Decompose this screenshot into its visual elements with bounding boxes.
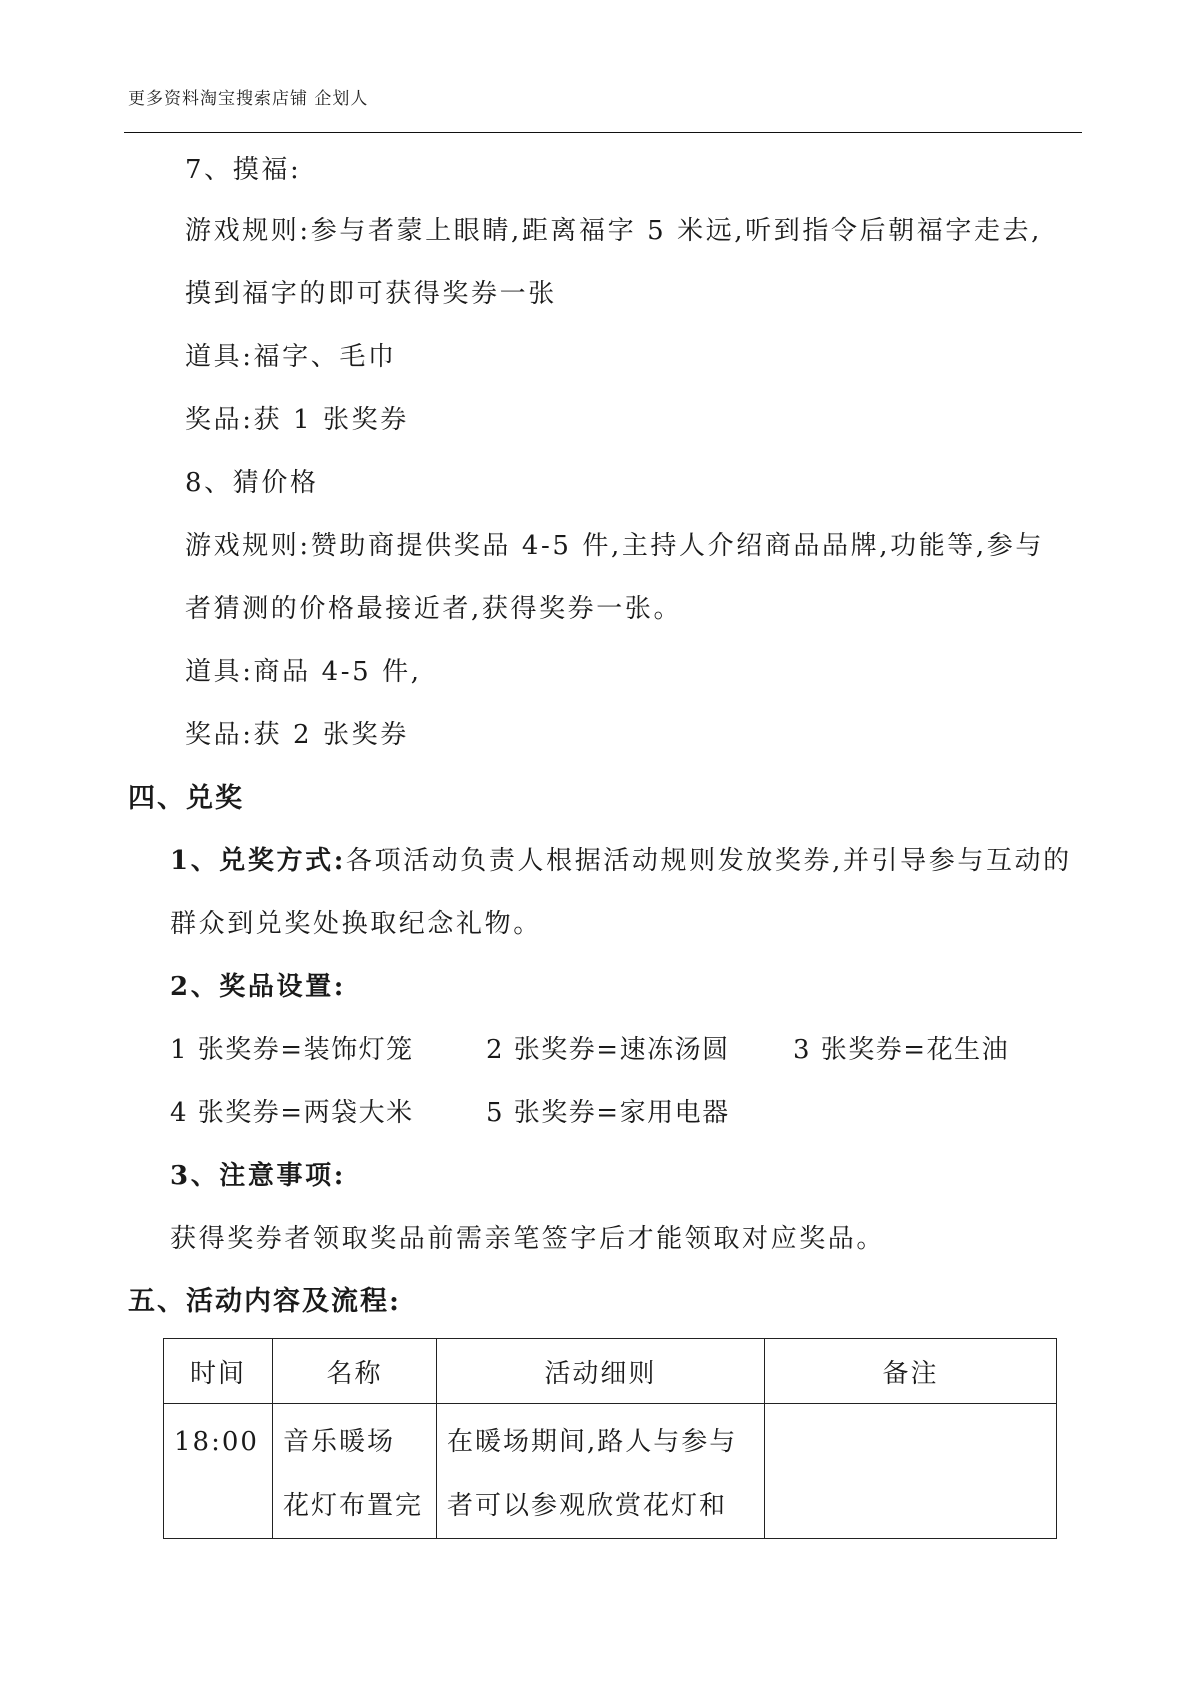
notes-text: 获得奖券者领取奖品前需亲笔签字后才能领取对应奖品。 [170, 1224, 886, 1254]
game7-title: 7、摸福: [185, 155, 302, 185]
game7-prize: 奖品:获 1 张奖券 [185, 405, 409, 435]
prize-settings-label: 2、奖品设置: [170, 972, 346, 1002]
cell-name [272, 1404, 436, 1539]
prize-item-5: 5 张奖券=家用电器 [486, 1098, 730, 1128]
prize-item-2: 2 张奖券=速冻汤圆 [486, 1035, 730, 1065]
section5-heading: 五、活动内容及流程: [128, 1286, 401, 1317]
game7-rule-line2: 摸到福字的即可获得奖券一张 [185, 279, 557, 309]
notes-label: 3、注意事项: [170, 1161, 346, 1191]
time-value: 18:00 [174, 1427, 259, 1457]
game8-rule-line1: 游戏规则:赞助商提供奖品 4-5 件,主持人介绍商品品牌,功能等,参与 [185, 531, 1044, 561]
header-name: 名称 [272, 1339, 436, 1404]
detail-line1: 在暖场期间,路人与参与 [446, 1427, 738, 1457]
cell-detail [436, 1404, 764, 1539]
prize-item-1: 1 张奖券=装饰灯笼 [170, 1035, 414, 1065]
game8-rule-line2: 者猜测的价格最接近者,获得奖券一张。 [185, 594, 683, 624]
redeem-method-line2: 群众到兑奖处换取纪念礼物。 [170, 909, 542, 939]
header-time: 时间 [164, 1339, 273, 1404]
game7-rule-line1: 游戏规则:参与者蒙上眼睛,距离福字 5 米远,听到指令后朝福字走去, [185, 216, 1043, 246]
page-header-text: 更多资料淘宝搜索店铺 企划人 [128, 89, 369, 109]
header-detail: 活动细则 [436, 1339, 764, 1404]
detail-line2: 者可以参观欣赏花灯和 [446, 1491, 727, 1521]
redeem-method-text: 各项活动负责人根据活动规则发放奖券,并引导参与互动的 [345, 846, 1072, 876]
game8-props: 道具:商品 4-5 件, [185, 657, 422, 687]
redeem-method-label: 1、兑奖方式: [170, 846, 346, 876]
cell-note [764, 1404, 1056, 1539]
game8-title: 8、猜价格 [185, 468, 319, 498]
cell-time [164, 1404, 273, 1539]
table-header-row [164, 1339, 1057, 1404]
prize-item-4: 4 张奖券=两袋大米 [170, 1098, 414, 1128]
game7-props: 道具:福字、毛巾 [185, 342, 397, 372]
name-line2: 花灯布置完 [282, 1491, 423, 1521]
header-note: 备注 [764, 1339, 1056, 1404]
game8-prize: 奖品:获 2 张奖券 [185, 720, 409, 750]
section4-heading: 四、兑奖 [128, 783, 244, 814]
name-line1: 音乐暖场 [282, 1427, 395, 1457]
schedule-table [163, 1338, 1057, 1539]
prize-item-3: 3 张奖券=花生油 [793, 1035, 1010, 1065]
redeem-method-line1 [170, 846, 1072, 876]
header-divider [124, 132, 1082, 133]
table-row [164, 1404, 1057, 1539]
